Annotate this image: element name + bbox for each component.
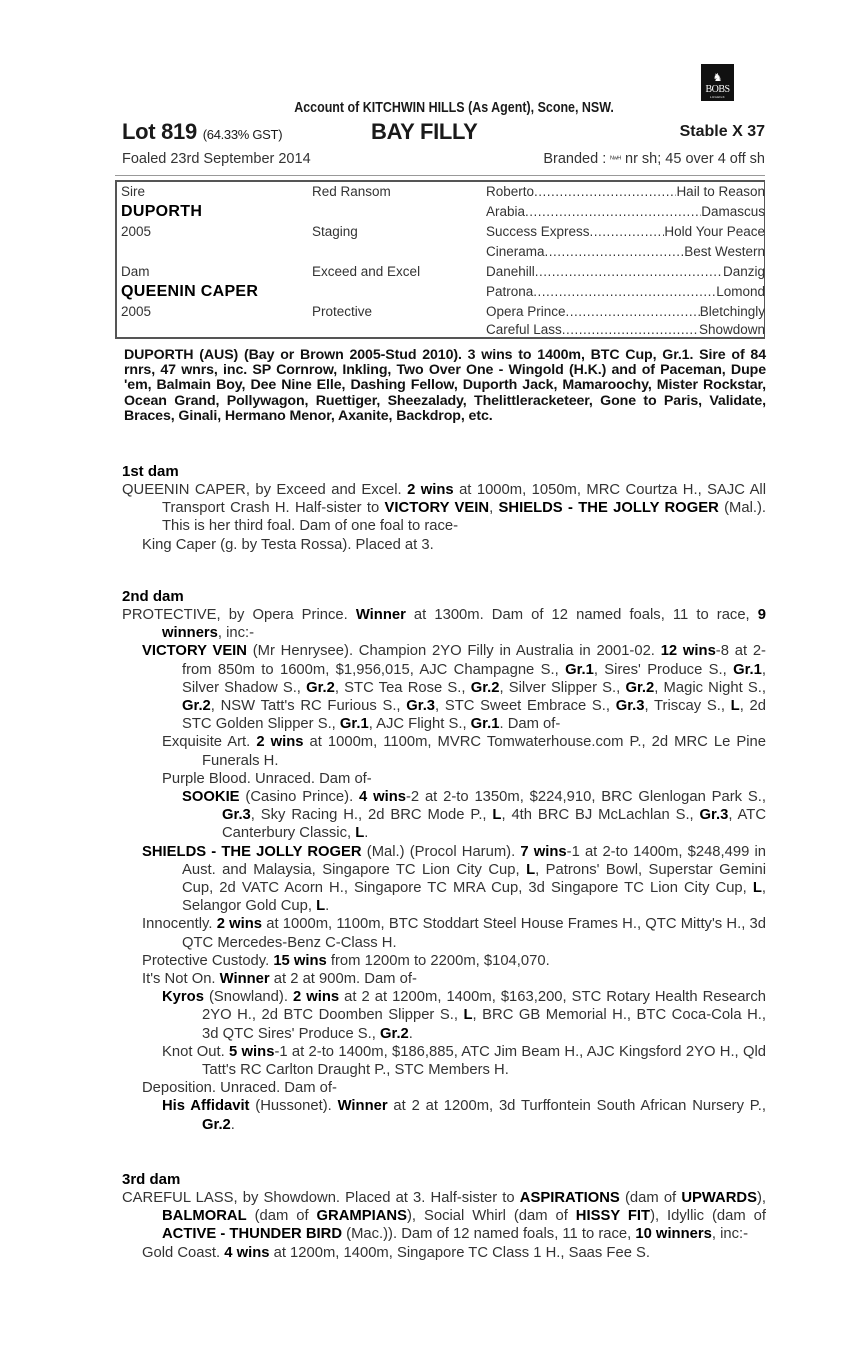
- ancestor-left: Arabia: [486, 204, 526, 219]
- dam-name: QUEENIN CAPER: [121, 283, 259, 300]
- second-dam-section: [122, 588, 766, 1134]
- ancestor-right: Showdown: [698, 322, 765, 337]
- lot-number: [122, 119, 282, 145]
- sire-year: 2005: [121, 224, 152, 239]
- third-dam-section: [122, 1171, 766, 1262]
- progeny-entry-exquisite-art: Exquisite Art. 2 wins at 1000m, 1100m, MVRC Tomwaterhouse.com P., 2d MRC Le Pine Funerals H.: [162, 734, 766, 769]
- ancestor-left: Danehill: [486, 264, 535, 279]
- ancestor-left: Patrona: [486, 284, 534, 299]
- horse-description: BAY FILLY: [371, 119, 478, 144]
- ancestor-row: [486, 204, 765, 219]
- foaled-date: Foaled 23rd September 2014: [122, 151, 311, 167]
- horse-icon: ♞: [712, 72, 723, 84]
- foaled-line: [122, 151, 765, 167]
- lot-number-text: Lot 819: [122, 119, 197, 144]
- ancestor-row: [486, 224, 765, 239]
- progeny-entry-his-affidavit: His Affidavit (Hussonet). Winner at 2 at 1200m, 3d Turffontein South African Nursery P., Gr.2.: [162, 1098, 766, 1133]
- ancestor-left: Opera Prince: [486, 304, 566, 319]
- ancestor-row: [486, 322, 765, 337]
- gst-note: (64.33% GST): [202, 127, 283, 142]
- ancestor-row: [486, 284, 765, 299]
- vendor-account-text: Account of KITCHWIN HILLS (As Agent), Scone, NSW.: [294, 100, 614, 116]
- progeny-entry-protective-custody: Protective Custody. 15 wins from 1200m to 2200m, $104,070.: [142, 952, 550, 969]
- dam-dam: Protective: [312, 304, 373, 319]
- dam-sire: Exceed and Excel: [312, 264, 421, 279]
- sire-summary: DUPORTH (AUS) (Bay or Brown 2005-Stud 2010). 3 wins to 1400m, BTC Cup, Gr.1. Sire of 84 rnrs, 47 wnrs, inc. SP Cornrow, Inkling, Two Over One - Wingold (H.K.) and of Paceman, Dupe 'em, Balmain Boy, Dee Nine Elle, Dashing Fellow, Duporth Jack, Mamaroochy, Mister Rockstar, Ocean Grand, Pollywagon, Ruettiger, Sheezalady, Thelittleracketeer, Gone to Paris, Validate, Braces, Ginali, Hermano Menor, Axanite, Backdrop, etc.: [124, 347, 766, 424]
- ancestor-right: Best Western: [684, 244, 765, 259]
- progeny-entry-victory-vein: VICTORY VEIN (Mr Henrysee). Champion 2YO Filly in Australia in 2001-02. 12 wins-8 at 2-from 850m to 1600m, $1,956,015, AJC Champagne S., Gr.1, Sires' Produce S., Gr.1, Silver Shadow S., Gr.2, STC Tea Rose S., Gr.2, Silver Slipper S., Gr.2, Magic Night S., Gr.2, NSW Tatt's RC Furious S., Gr.3, STC Sweet Embrace S., Gr.3, Triscay S., L, 2d STC Golden Slipper S., Gr.1, AJC Flight S., Gr.1. Dam of-: [142, 643, 766, 733]
- ancestor-row: [486, 304, 765, 319]
- progeny-entry-its-not-on: It's Not On. Winner at 2 at 900m. Dam of-: [142, 971, 417, 988]
- sire-label: Sire: [121, 184, 146, 199]
- progeny-entry: King Caper (g. by Testa Rossa). Placed at 3.: [142, 536, 434, 553]
- branded-details: nr sh; 45 over 4 off sh: [625, 151, 765, 167]
- progeny-entry-innocently: Innocently. 2 wins at 1000m, 1100m, BTC Stoddart Steel House Frames H., QTC Mitty's H., 3d QTC Mercedes-Benz C-Class H.: [142, 916, 766, 951]
- progeny-entry-kyros: Kyros (Snowland). 2 wins at 2 at 1200m, 1400m, $163,200, STC Rotary Health Research 2YO H., 2d BTC Doomben Slipper S., L, BRC GB Memorial H., BTC Coca-Cola H., 3d QTC Sires' Produce S., Gr.2.: [162, 989, 766, 1042]
- progeny-entry-purple-blood: Purple Blood. Unraced. Dam of-: [162, 770, 372, 787]
- first-dam-entry: QUEENIN CAPER, by Exceed and Excel. 2 wins at 1000m, 1050m, MRC Courtza H., SAJC All Transport Crash H. Half-sister to VICTORY VEIN, SHIELDS - THE JOLLY ROGER (Mal.). This is her third foal. Dam of one foal to race-: [122, 482, 767, 535]
- section-heading: 1st dam: [122, 463, 179, 480]
- dam-label: Dam: [121, 264, 150, 279]
- section-heading: 3rd dam: [122, 1171, 181, 1188]
- branding: [543, 151, 765, 167]
- ancestor-right: Lomond: [716, 284, 765, 299]
- ancestor-right: Hold Your Peace: [664, 224, 765, 239]
- ancestor-row: [486, 264, 765, 279]
- ancestor-row: [486, 244, 765, 259]
- stable-location: Stable X 37: [679, 123, 765, 140]
- vendor-account: [64, 100, 804, 116]
- ancestor-left: Cinerama: [486, 244, 545, 259]
- ancestor-left: Roberto: [486, 184, 535, 199]
- sire-sire: Red Ransom: [312, 184, 391, 199]
- logo-brand: BOBS: [705, 84, 730, 95]
- progeny-entry-gold-coast: Gold Coast. 4 wins at 1200m, 1400m, Singapore TC Class 1 H., Saas Fee S.: [142, 1244, 651, 1261]
- ancestor-left: Careful Lass: [486, 322, 562, 337]
- bobs-logo: [701, 64, 734, 101]
- header-divider: [115, 175, 765, 176]
- progeny-entry-shields: SHIELDS - THE JOLLY ROGER (Mal.) (Procol Harum). 7 wins-1 at 2-to 1400m, $248,499 in Aust. and Malaysia, Singapore TC Lion City Cup, L, Patrons' Bowl, Superstar Gemini Cup, 2d VATC Acorn H., Singapore TC MRA Cup, 3d Singapore TC Lion City Cup, L, Selangor Gold Cup, L.: [142, 843, 767, 915]
- pedigree-table: [115, 180, 765, 339]
- ancestor-row: [486, 184, 765, 199]
- logo-subtitle: LUGHILK: [710, 95, 725, 99]
- second-dam-entry: PROTECTIVE, by Opera Prince. Winner at 1300m. Dam of 12 named foals, 11 to race, 9 winners, inc:-: [122, 607, 766, 642]
- lot-line: [122, 119, 765, 147]
- progeny-entry-sookie: SOOKIE (Casino Prince). 4 wins-2 at 2-to 1350m, $224,910, BRC Glenlogan Park S., Gr.3, Sky Racing H., 2d BRC Mode P., L, 4th BRC BJ McLachlan S., Gr.3, ATC Canterbury Classic, L.: [182, 789, 767, 842]
- sire-dam: Staging: [312, 224, 358, 239]
- ancestor-right: Hail to Reason: [676, 184, 765, 199]
- ancestor-right: Danzig: [722, 264, 765, 279]
- progeny-entry-deposition: Deposition. Unraced. Dam of-: [142, 1080, 337, 1097]
- brand-mark-icon: ᴺʷᴴ: [610, 154, 621, 164]
- first-dam-section: [122, 463, 766, 554]
- dam-year: 2005: [121, 304, 152, 319]
- ancestor-left: Success Express: [486, 224, 590, 239]
- progeny-entry-knot-out: Knot Out. 5 wins-1 at 2-to 1400m, $186,885, ATC Jim Beam H., AJC Kingsford 2YO H., Qld Tatt's RC Carlton Draught P., STC Members H.: [162, 1043, 766, 1079]
- branded-label: Branded :: [543, 151, 607, 167]
- section-heading: 2nd dam: [122, 588, 184, 605]
- ancestor-right: Damascus: [701, 204, 765, 219]
- ancestor-right: Bletchingly: [699, 304, 765, 319]
- sire-name: DUPORTH: [121, 203, 203, 220]
- third-dam-entry: CAREFUL LASS, by Showdown. Placed at 3. Half-sister to ASPIRATIONS (dam of UPWARDS), BALMORAL (dam of GRAMPIANS), Social Whirl (dam of HISSY FIT), Idyllic (dam of ACTIVE - THUNDER BIRD (Mac.)). Dam of 12 named foals, 11 to race, 10 winners, inc:-: [122, 1190, 766, 1243]
